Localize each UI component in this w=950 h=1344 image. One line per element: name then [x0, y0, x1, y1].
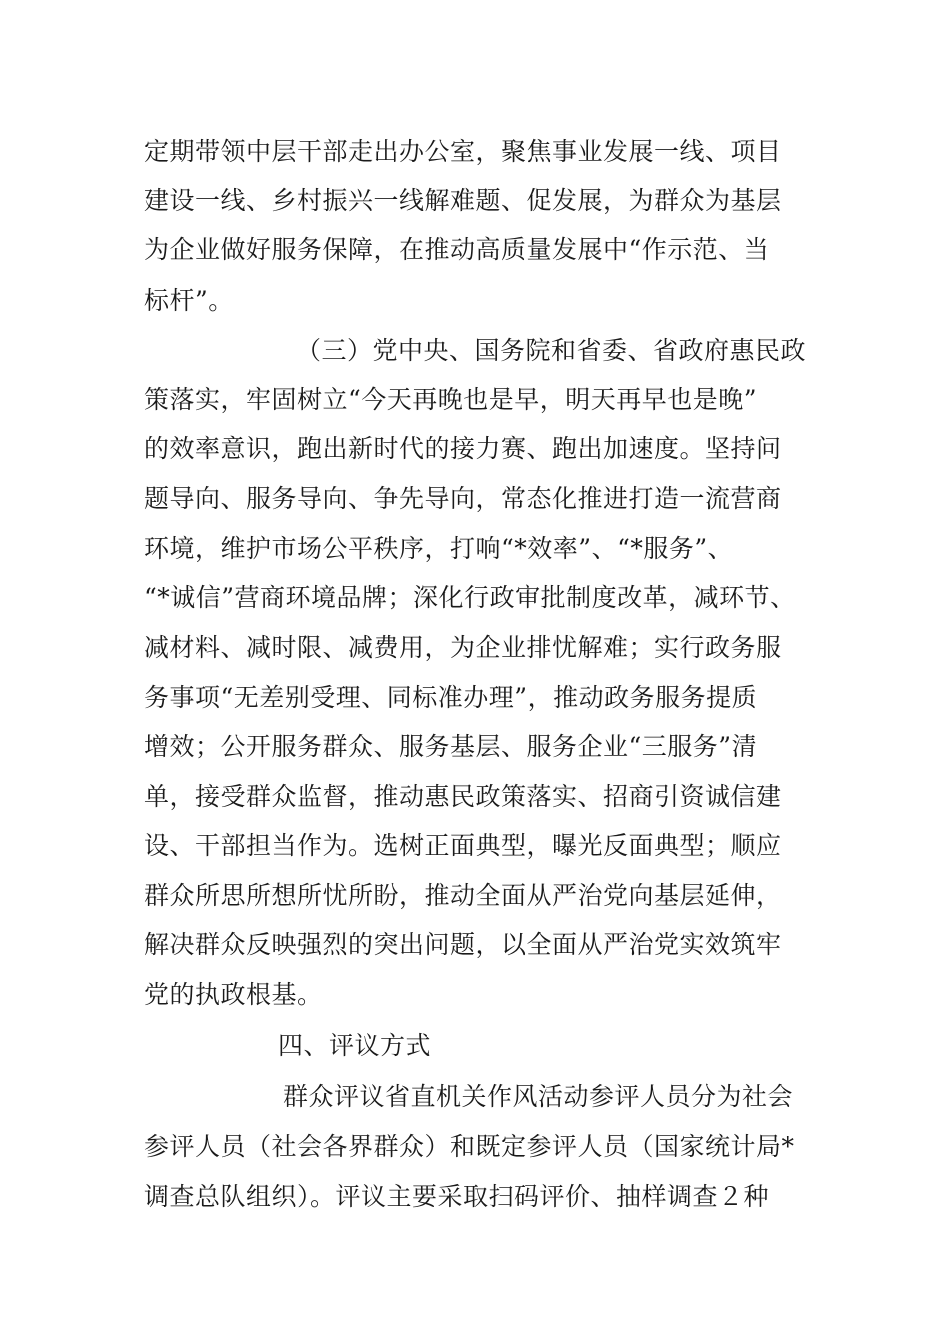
section-heading-4: 四、评议方式 — [278, 1031, 432, 1060]
text-line-22: 调查总队组织）。评议主要采取扫码评价、抽样调查２种 — [144, 1182, 770, 1211]
text-line-15: 设、干部担当作为。选树正面典型，曝光反面典型；顺应 — [144, 831, 782, 860]
text-line-14: 单，接受群众监督，推动惠民政策落实、招商引资诚信建 — [144, 782, 782, 811]
text-line-4: 标杆”。 — [144, 286, 234, 315]
text-line-16: 群众所思所想所忧所盼，推动全面从严治党向基层延伸， — [144, 881, 782, 910]
text-line-2: 建设一线、乡村振兴一线解难题、促发展，为群众为基层 — [144, 186, 782, 215]
text-line-3: 为企业做好服务保障，在推动高质量发展中“作示范、当 — [144, 235, 770, 264]
text-line-10: “*诚信”营商环境品牌；深化行政审批制度改革，减环节、 — [144, 583, 796, 612]
text-line-12: 务事项“无差别受理、同标准办理”，推动政务服务提质 — [144, 683, 758, 712]
text-line-20: 群众评议省直机关作风活动参评人员分为社会 — [283, 1082, 794, 1111]
section-heading-3: （三）党中央、国务院和省委、省政府惠民政 — [296, 336, 807, 365]
text-line-6: 策落实，牢固树立“今天再晚也是早，明天再早也是晚” — [144, 385, 758, 414]
text-line-21: 参评人员（社会各界群众）和既定参评人员（国家统计局* — [144, 1132, 795, 1161]
text-line-1: 定期带领中层干部走出办公室，聚焦事业发展一线、项目 — [144, 137, 782, 166]
text-line-13: 增效；公开服务群众、服务基层、服务企业“三服务”清 — [144, 732, 758, 761]
text-line-18: 党的执政根基。 — [144, 980, 323, 1009]
text-line-17: 解决群众反映强烈的突出问题，以全面从严治党实效筑牢 — [144, 930, 782, 959]
text-line-7: 的效率意识，跑出新时代的接力赛、跑出加速度。坚持问 — [144, 434, 782, 463]
text-line-11: 减材料、减时限、减费用，为企业排忧解难；实行政务服 — [144, 633, 782, 662]
text-line-9: 环境，维护市场公平秩序，打响“*效率”、“*服务”、 — [144, 534, 734, 563]
text-line-8: 题导向、服务导向、争先导向，常态化推进打造一流营商 — [144, 484, 782, 513]
